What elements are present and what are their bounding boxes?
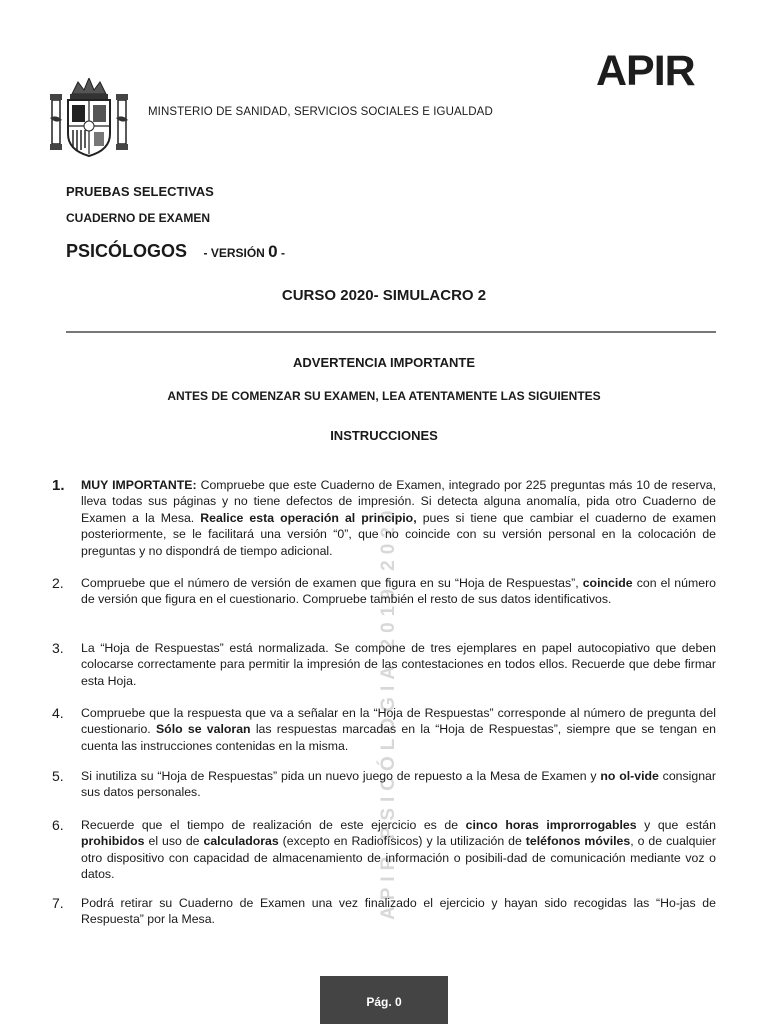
instruction-text: Recuerde que el tiempo de realización de este ejercicio es de cinco horas improrrogables y que están prohibidos el uso de calculadoras (excepto en Radiofísicos) y la utilización de teléfonos móviles, o de cualquier otro dispositivo con capacidad de almacenamiento de información o posibili-dad de comunicación mediante voz o datos. bbox=[81, 818, 716, 882]
page-number: Pág. 0 bbox=[320, 976, 448, 1024]
instruction-text: Si inutiliza su “Hoja de Respuestas” pida un nuevo juego de repuesto a la Mesa de Examen y no ol-vide consignar sus datos personales. bbox=[81, 769, 716, 800]
instruction-text: Podrá retirar su Cuaderno de Examen una vez finalizado el ejercicio y hayan sido recogidas las “Ho-jas de Respuesta” por la Mesa. bbox=[81, 896, 716, 927]
instruction-text: La “Hoja de Respuestas” está normalizada. Se compone de tres ejemplares en papel autocopiativo que deben colocarse correctamente para permitir la impresión de las contestaciones en todos ellos. Recuerde que debe firmar esta Hoja. bbox=[81, 641, 716, 688]
instruction-number: 4. bbox=[52, 705, 64, 721]
instruction-number: 7. bbox=[52, 895, 64, 911]
exam-title-row bbox=[66, 241, 285, 262]
instruction-number: 2. bbox=[52, 575, 64, 591]
apir-logo: APIR bbox=[596, 47, 695, 95]
coat-of-arms-emblem bbox=[48, 78, 130, 158]
instruction-item bbox=[52, 895, 716, 928]
version-number: 0 bbox=[268, 242, 278, 261]
instruction-item bbox=[52, 575, 716, 608]
ministry-name: MINSTERIO DE SANIDAD, SERVICIOS SOCIALES E IGUALDAD bbox=[148, 106, 493, 118]
version-suffix: - bbox=[277, 246, 285, 260]
instruction-number: 5. bbox=[52, 768, 64, 784]
instruction-text: Compruebe que la respuesta que va a señalar en la “Hoja de Respuestas” corresponde al número de pregunta del cuestionario. Sólo se valoran las respuestas marcadas en la “Hoja de Respuestas”, siempre que se tengan en cuenta las instrucciones contenidas en la misma. bbox=[81, 706, 716, 753]
instruction-number: 6. bbox=[52, 817, 64, 833]
instruction-item bbox=[52, 817, 716, 883]
profession-title: PSICÓLOGOS bbox=[66, 241, 188, 261]
instruction-item bbox=[52, 477, 716, 559]
version-label bbox=[203, 242, 285, 261]
version-prefix: - VERSIÓN bbox=[203, 246, 269, 260]
warning-subtitle: ANTES DE COMENZAR SU EXAMEN, LEA ATENTAMENTE LAS SIGUIENTES bbox=[167, 389, 601, 403]
instruction-item bbox=[52, 705, 716, 754]
instruction-number: 3. bbox=[52, 640, 64, 656]
instruction-text: Compruebe que el número de versión de examen que figura en su “Hoja de Respuestas”, coincide con el número de versión que figura en el cuestionario. Compruebe también el resto de sus datos identificativos. bbox=[81, 576, 716, 607]
instruction-item bbox=[52, 640, 716, 689]
exam-line-pruebas: PRUEBAS SELECTIVAS bbox=[66, 184, 214, 199]
instruction-number: 1. bbox=[52, 477, 65, 494]
instruction-item bbox=[52, 768, 716, 801]
course-title: CURSO 2020- SIMULACRO 2 bbox=[281, 287, 487, 304]
exam-line-cuaderno: CUADERNO DE EXAMEN bbox=[66, 211, 211, 225]
instructions-title: INSTRUCCIONES bbox=[330, 428, 438, 443]
svg-text:APIR PSICÓLOGIA 2019-2020: APIR PSICÓLOGIA 2019-2020 bbox=[378, 504, 399, 920]
warning-title: ADVERTENCIA IMPORTANTE bbox=[293, 355, 475, 370]
instruction-text: MUY IMPORTANTE: Compruebe que este Cuaderno de Examen, integrado por 225 preguntas más 10 de reserva, lleva todas sus páginas y no tiene defectos de impresión. Si detecta alguna anomalía, pida otro Cuaderno de Examen a la Mesa. Realice esta operación al principio, pues si tiene que cambiar el cuaderno de examen posteriormente, se le facilitará una versión “0”, que no coincide con su versión personal en la colocación de preguntas y no dispondrá de tiempo adicional. bbox=[81, 478, 716, 558]
